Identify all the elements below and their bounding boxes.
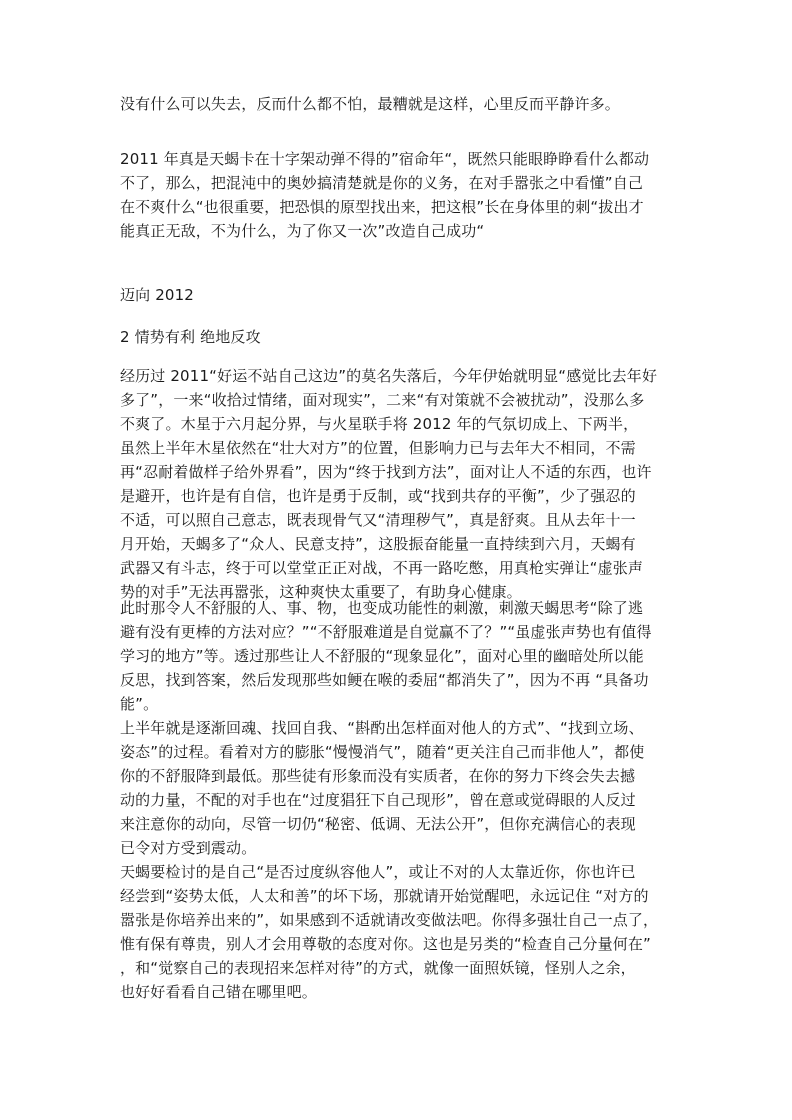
text-line: 不了，那么，把混沌中的奥妙搞清楚就是你的义务，在对手嚣张之中看懂”自己 bbox=[120, 174, 644, 192]
text-line: 上半年就是逐渐回魂、找回自我、“斟酌出怎样面对他人的方式”、“找到立场、 bbox=[120, 719, 644, 737]
text-line: 不适，可以照自己意志，既表现骨气又“清理秽气”，真是舒爽。且从去年十一 bbox=[120, 511, 636, 529]
text-line: 不爽了。木星于六月起分界，与火星联手将 2012 年的气氛切成上、下两半， bbox=[120, 415, 639, 433]
paragraph-2011 bbox=[120, 147, 680, 243]
paragraph-first-half bbox=[120, 716, 680, 860]
text-line: 姿态”的过程。看着对方的膨胀“慢慢消气”，随着“更关注自己而非他人”，都使 bbox=[120, 743, 645, 761]
text-line: 多了”，一来“收拾过情绪，面对现实”，二来“有对策就不会被扰动”，没那么多 bbox=[120, 391, 645, 409]
paragraph-intro bbox=[120, 92, 680, 116]
text-line: 此时那令人不舒服的人、事、物，也变成功能性的刺激，刺激天蝎思考“除了逃 bbox=[120, 599, 644, 617]
text-line: 是避开，也许是有自信，也许是勇于反制，或“找到共存的平衡”，少了强忍的 bbox=[120, 487, 636, 505]
section-heading bbox=[120, 283, 680, 307]
text-line: 天蝎要检讨的是自己“是否过度纵容他人”，或让不对的人太靠近你，你也许已 bbox=[120, 863, 636, 881]
text-line: 避有没有更棒的方法对应？”“不舒服难道是自觉赢不了？”“虽虚张声势也有值得 bbox=[120, 623, 652, 641]
section-title: 迈向 2012 bbox=[120, 286, 194, 304]
text-line: 在不爽什么“也很重要，把恐惧的原型找出来，把这根”长在身体里的刺“拔出才 bbox=[120, 198, 644, 216]
text-line: 来注意你的动向，尽管一切仍“秘密、低调、无法公开”，但你充满信心的表现 bbox=[120, 815, 636, 833]
text-line: 月开始，天蝎多了“众人、民意支持”，这股振奋能量一直持续到六月，天蝎有 bbox=[120, 535, 636, 553]
text-line: ，和“觉察自己的表现招来怎样对待”的方式，就像一面照妖镜，怪别人之余， bbox=[120, 959, 636, 977]
text-line: 已令对方受到震动。 bbox=[120, 839, 257, 857]
text-line: 能”。 bbox=[120, 695, 159, 713]
text-line: 没有什么可以失去，反而什么都不怕，最糟就是这样，心里反而平静许多。 bbox=[120, 95, 620, 113]
text-line: 再“忍耐着做样子给外界看”，因为“终于找到方法”，面对让人不适的东西，也许 bbox=[120, 463, 652, 481]
text-line: 虽然上半年木星依然在“壮大对方”的位置，但影响力已与去年大不相同，不需 bbox=[120, 439, 636, 457]
subsection-heading bbox=[120, 325, 680, 349]
text-line: 经历过 2011“好运不站自己这边”的莫名失落后，今年伊始就明显“感觉比去年好 bbox=[120, 367, 658, 385]
text-line: 经尝到“姿势太低，人太和善”的坏下场，那就请开始觉醒吧，永远记住 “对方的 bbox=[120, 887, 649, 905]
text-line: 动的力量，不配的对手也在“过度猖狂下自己现形”，曾在意或觉碍眼的人反过 bbox=[120, 791, 636, 809]
paragraph-self-review bbox=[120, 860, 680, 1004]
text-line: 学习的地方”等。透过那些让人不舒服的“现象显化”，面对心里的幽暗处所以能 bbox=[120, 647, 644, 665]
text-line: 武器又有斗志，终于可以堂堂正正对战，不再一路吃憋，用真枪实弹让“虚张声 bbox=[120, 559, 644, 577]
text-line: 惟有保有尊贵，别人才会用尊敬的态度对你。这也是另类的“检查自己分量何在” bbox=[120, 935, 651, 953]
subsection-title: 2 情势有利 绝地反攻 bbox=[120, 328, 261, 346]
text-line: 你的不舒服降到最低。那些徒有形象而没有实质者，在你的努力下终会失去撼 bbox=[120, 767, 636, 785]
paragraph-2012-overview bbox=[120, 364, 680, 604]
text-line: 也好好看看自己错在哪里吧。 bbox=[120, 983, 317, 1001]
text-line: 能真正无敌，不为什么，为了你又一次”改造自己成功“ bbox=[120, 222, 485, 240]
paragraph-stimulus bbox=[120, 596, 680, 716]
text-line: 势的对手”无法再嚣张，这种爽快太重要了，有助身心健康。 bbox=[120, 583, 522, 601]
text-line: 2011 年真是天蝎卡在十字架动弹不得的”宿命年“，既然只能眼睁睁看什么都动 bbox=[120, 150, 650, 168]
text-line: 反思，找到答案，然后发现那些如鲠在喉的委屈“都消失了”，因为不再 “具备功 bbox=[120, 671, 649, 689]
text-line: 嚣张是你培养出来的”，如果感到不适就请改变做法吧。你得多强壮自己一点了， bbox=[120, 911, 659, 929]
